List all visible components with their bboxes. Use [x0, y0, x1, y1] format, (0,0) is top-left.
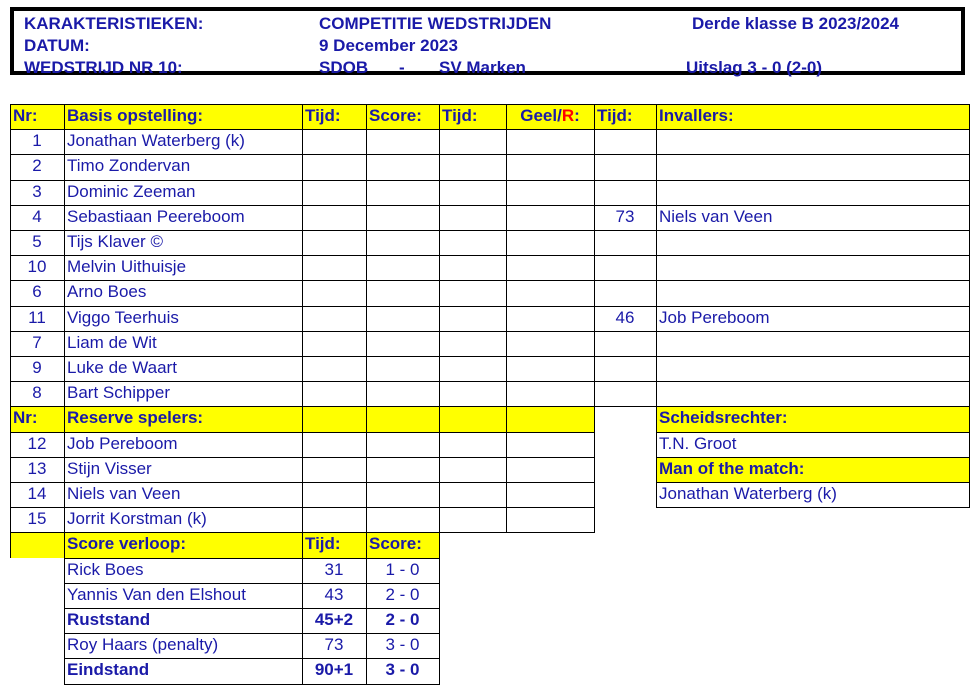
col-line: [64, 104, 65, 406]
player-name: Dominic Zeeman: [67, 181, 196, 201]
row-line: [10, 255, 970, 256]
score-row-line: [64, 684, 440, 685]
goal-time: 43: [324, 584, 344, 604]
reserve-header-bg: [506, 406, 594, 431]
reserve-col-nr: Nr:: [10, 406, 64, 431]
col-line: [506, 104, 507, 406]
col-nr: Nr:: [10, 104, 64, 129]
score-col-line: [439, 532, 440, 683]
col-tijd: Tijd:: [302, 104, 366, 129]
match-header: [10, 7, 965, 75]
officials-row-line: [656, 482, 970, 483]
row-line: [10, 180, 970, 181]
substitution-time: [594, 180, 656, 205]
player-number: 9: [32, 358, 42, 377]
reserve-col-line: [439, 406, 440, 532]
row-line: [10, 154, 970, 155]
substitution-time: [594, 154, 656, 179]
player-name: Liam de Wit: [67, 332, 157, 352]
score-row-line: [64, 583, 440, 584]
score-verloop-title: Score verloop:: [64, 532, 302, 557]
motm-name: Jonathan Waterberg (k): [659, 484, 837, 503]
goal-score: 1 - 0: [385, 559, 420, 579]
col-score: Score:: [366, 104, 439, 129]
col-line: [302, 104, 303, 406]
row-line: [10, 104, 970, 105]
substitute-name: [656, 356, 969, 381]
reserve-header-bg: [439, 406, 506, 431]
goal-score: 3 - 0: [385, 635, 420, 655]
row-line: [10, 331, 970, 332]
substitution-time: [594, 331, 656, 356]
col-line: [594, 104, 595, 406]
player-name: Jonathan Waterberg (k): [67, 131, 245, 151]
score-verloop-tijd: Tijd:: [302, 532, 366, 557]
score-row-line: [64, 558, 440, 559]
officials-col-line: [656, 406, 657, 507]
reserve-number: 12: [27, 433, 47, 453]
row-line: [10, 280, 970, 281]
referee-label: Scheidsrechter:: [656, 406, 969, 431]
score-col-line: [366, 532, 367, 683]
geel-label: Geel/: [520, 106, 562, 125]
row-line: [10, 406, 970, 407]
substitution-time: [594, 230, 656, 255]
player-number: 6: [32, 282, 42, 302]
reserve-name: Niels van Veen: [67, 484, 181, 503]
col-tijd-2: Tijd:: [439, 104, 506, 129]
competitie-title: COMPETITIE WEDSTRIJDEN: [319, 14, 552, 33]
player-number: 11: [28, 307, 46, 327]
player-number: 3: [32, 181, 42, 201]
substitution-time: [594, 356, 656, 381]
officials-row-line: [656, 507, 970, 508]
score-row-line: [64, 608, 440, 609]
goal-time: 45+2: [314, 610, 354, 629]
score-col-line: [64, 532, 65, 683]
home-team: SDOB: [319, 58, 369, 77]
player-number: 1: [32, 131, 42, 151]
col-line: [656, 104, 657, 406]
goal-time: 90+1: [314, 660, 354, 680]
player-number: 8: [32, 383, 42, 403]
player-name: Arno Boes: [67, 282, 147, 302]
col-line: [439, 104, 440, 406]
row-line: [10, 205, 970, 206]
substitution-time: 73: [615, 206, 635, 226]
player-name: Melvin Uithuisje: [67, 257, 187, 277]
substitute-name: [656, 381, 969, 406]
officials-row-line: [656, 432, 970, 433]
reserve-header-bg: [302, 406, 366, 431]
col-tijd-3: Tijd:: [594, 104, 656, 129]
player-number: 2: [32, 156, 42, 176]
player-name: Luke de Waart: [67, 358, 177, 377]
substitute-name: Job Pereboom: [659, 307, 770, 327]
goal-scorer: Eindstand: [67, 660, 150, 680]
col-invallers: Invallers:: [656, 104, 969, 129]
substitute-name: [656, 255, 969, 280]
substitution-time: [594, 280, 656, 305]
substitute-name: Niels van Veen: [659, 206, 773, 226]
substitute-name: [656, 154, 969, 179]
score-row-line: [64, 633, 440, 634]
wedstrijd-nr-label: WEDSTRIJD NR 10:: [24, 58, 183, 77]
match-date: 9 December 2023: [319, 36, 458, 55]
substitution-time: 46: [615, 307, 635, 327]
substitution-time: [594, 381, 656, 406]
goal-score: 3 - 0: [385, 660, 420, 680]
reserve-col-line: [10, 406, 11, 532]
goal-time: 73: [324, 635, 344, 655]
row-line: [10, 306, 970, 307]
reserve-number: 15: [27, 509, 47, 529]
reserve-number: 14: [27, 484, 47, 503]
team-separator: -: [399, 58, 405, 77]
motm-label: Man of the match:: [656, 457, 969, 482]
player-name: Viggo Teerhuis: [67, 307, 179, 327]
row-line: [10, 230, 970, 231]
player-number: 5: [32, 232, 42, 251]
player-number: 4: [32, 206, 42, 226]
col-line: [366, 104, 367, 406]
datum-label: DATUM:: [24, 36, 90, 55]
substitute-name: [656, 331, 969, 356]
col-basis-opstelling: Basis opstelling:: [64, 104, 302, 129]
match-result: Uitslag 3 - 0 (2-0): [686, 58, 823, 77]
player-name: Timo Zondervan: [67, 156, 191, 176]
geel-rood-colon: :: [574, 106, 580, 125]
klasse-season: Derde klasse B 2023/2024: [692, 14, 899, 33]
substitute-name: [656, 129, 969, 154]
player-name: Bart Schipper: [67, 383, 170, 403]
substitution-time: [594, 255, 656, 280]
goal-scorer: Ruststand: [67, 610, 151, 629]
reserve-col-line: [366, 406, 367, 532]
officials-col-line: [969, 406, 970, 507]
substitute-name: [656, 180, 969, 205]
score-verloop-score: Score:: [366, 532, 439, 557]
goal-score: 2 - 0: [385, 610, 420, 629]
score-col-line: [302, 532, 303, 683]
substitution-time: [594, 129, 656, 154]
row-line: [10, 129, 970, 130]
reserve-col-line: [64, 406, 65, 532]
away-team: SV Marken: [439, 58, 526, 77]
reserve-name: Stijn Visser: [67, 458, 152, 478]
referee-name: T.N. Groot: [659, 433, 737, 453]
substitute-name: [656, 280, 969, 305]
col-line: [10, 104, 11, 406]
score-row-line: [64, 658, 440, 659]
goal-scorer: Roy Haars (penalty): [67, 635, 219, 655]
goal-score: 2 - 0: [385, 584, 420, 604]
officials-row-line: [656, 457, 970, 458]
rood-label: R: [561, 106, 575, 125]
row-line: [10, 356, 970, 357]
reserve-col-line: [302, 406, 303, 532]
reserve-col-line: [594, 406, 595, 532]
reserve-header-bg: [366, 406, 439, 431]
goal-time: 31: [324, 559, 344, 579]
player-name: Tijs Klaver ©: [67, 232, 163, 251]
reserve-col-line: [506, 406, 507, 532]
reserve-number: 13: [27, 458, 47, 478]
karakteristieken-label: KARAKTERISTIEKEN:: [24, 14, 204, 33]
reserve-title: Reserve spelers:: [64, 406, 302, 431]
col-geel-rood: [506, 104, 594, 129]
player-number: 7: [32, 332, 42, 352]
reserve-name: Jorrit Korstman (k): [67, 509, 207, 529]
col-line: [969, 104, 970, 406]
goal-scorer: Rick Boes: [67, 559, 144, 579]
player-name: Sebastiaan Peereboom: [67, 206, 245, 226]
score-col-line: [10, 532, 11, 557]
reserve-name: Job Pereboom: [67, 433, 178, 453]
substitute-name: [656, 230, 969, 255]
row-line: [10, 381, 970, 382]
goal-scorer: Yannis Van den Elshout: [67, 584, 246, 604]
player-number: 10: [27, 257, 47, 277]
